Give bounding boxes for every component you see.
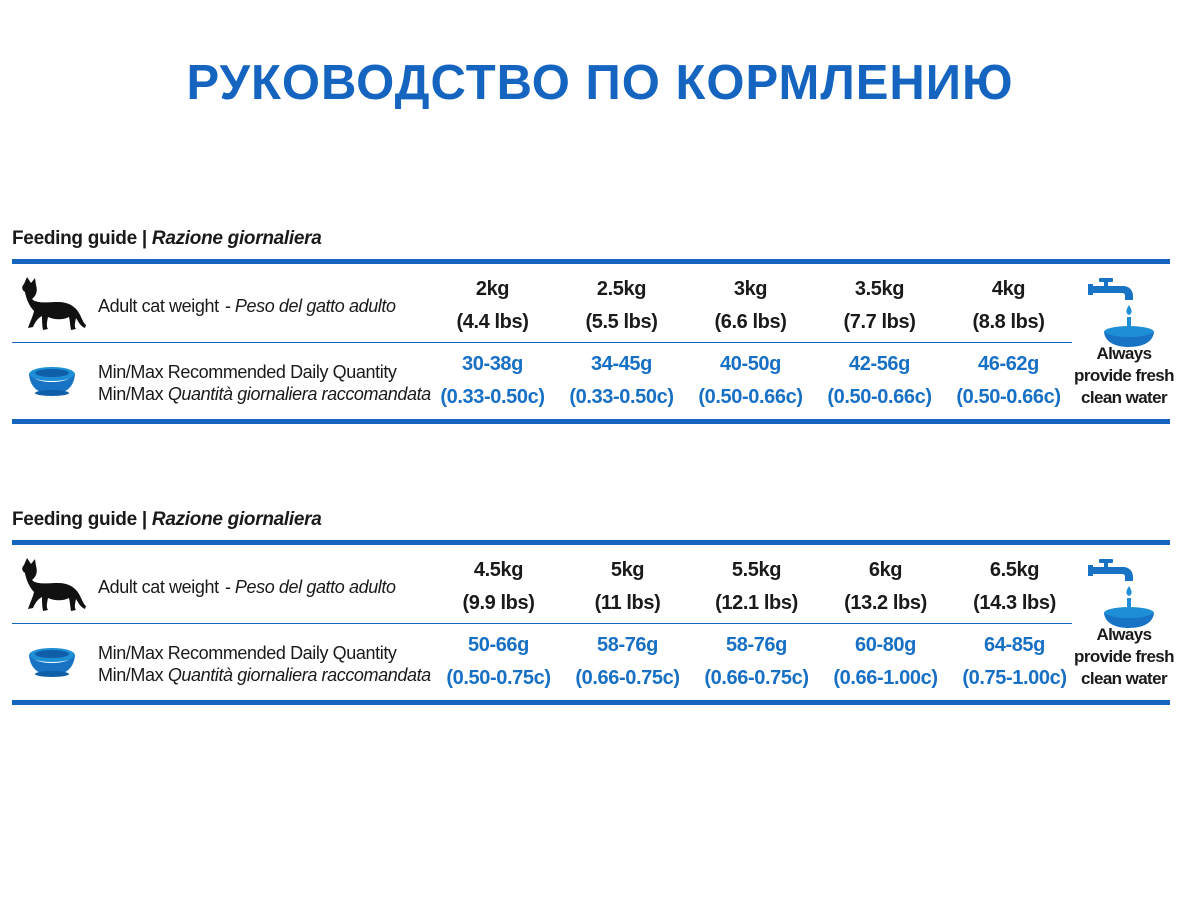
heading-en: Feeding guide xyxy=(12,228,137,249)
weight-cell xyxy=(563,554,692,620)
quantity-grams: 46-62g xyxy=(978,353,1039,375)
weight-lbs: (4.4 lbs) xyxy=(456,311,529,333)
water-tap-bowl-icon xyxy=(1087,275,1159,349)
water-reminder xyxy=(1074,343,1174,409)
feeding-guide-heading xyxy=(12,228,322,250)
quantity-cell xyxy=(557,348,686,414)
weight-kg: 5.5kg xyxy=(731,559,782,581)
quantity-cups: (0.50-0.66c) xyxy=(827,386,932,408)
water-line-2: provide fresh xyxy=(1074,366,1174,385)
water-line-2: provide fresh xyxy=(1074,647,1174,666)
weight-lbs: (6.6 lbs) xyxy=(714,311,787,333)
weight-lbs: (7.7 lbs) xyxy=(843,311,916,333)
weight-lbs: (14.3 lbs) xyxy=(973,592,1056,614)
quantity-grams: 34-45g xyxy=(591,353,652,375)
weight-row-label xyxy=(98,576,396,598)
quantity-cups: (0.66-0.75c) xyxy=(575,667,680,689)
water-line-3: clean water xyxy=(1080,388,1167,407)
quantity-cups: (0.33-0.50c) xyxy=(569,386,674,408)
weight-kg: 5kg xyxy=(610,559,645,581)
weight-cell xyxy=(428,273,557,339)
quantity-cell xyxy=(434,629,563,695)
quantity-grams: 42-56g xyxy=(849,353,910,375)
weight-kg: 6kg xyxy=(868,559,903,581)
weight-cell xyxy=(557,273,686,339)
bottom-rule xyxy=(12,419,1170,424)
quantity-cups: (0.50-0.66c) xyxy=(698,386,803,408)
quantity-grams: 40-50g xyxy=(720,353,781,375)
weight-cell xyxy=(821,554,950,620)
quantity-grams: 58-76g xyxy=(726,634,787,656)
weight-lbs: (13.2 lbs) xyxy=(844,592,927,614)
weight-lbs: (9.9 lbs) xyxy=(462,592,535,614)
weight-kg: 4.5kg xyxy=(473,559,524,581)
quantity-label-it: Quantità giornaliera raccomandata xyxy=(167,665,431,685)
heading-it: Razione giornaliera xyxy=(151,228,322,249)
bottom-rule xyxy=(12,700,1170,705)
quantity-cell xyxy=(815,348,944,414)
weight-cell xyxy=(434,554,563,620)
row-divider xyxy=(12,342,1072,343)
weight-kg: 4kg xyxy=(991,278,1026,300)
top-rule xyxy=(12,540,1170,545)
quantity-label-it: Quantità giornaliera raccomandata xyxy=(167,384,431,404)
water-line-1: Always xyxy=(1096,344,1152,363)
weight-cell xyxy=(815,273,944,339)
page-title: РУКОВОДСТВО ПО КОРМЛЕНИЮ xyxy=(186,56,1014,110)
quantity-grams: 60-80g xyxy=(855,634,916,656)
cat-icon xyxy=(16,275,88,331)
heading-separator: | xyxy=(141,228,147,249)
quantity-cups: (0.33-0.50c) xyxy=(440,386,545,408)
quantity-label-prefix: Min/Max xyxy=(98,665,164,685)
weight-kg: 2.5kg xyxy=(596,278,647,300)
water-line-1: Always xyxy=(1096,625,1152,644)
quantity-cell xyxy=(821,629,950,695)
row-divider xyxy=(12,623,1072,624)
quantity-grams: 64-85g xyxy=(984,634,1045,656)
quantity-label-line1: Min/Max Recommended Daily Quantity xyxy=(98,362,397,382)
water-reminder xyxy=(1074,624,1174,690)
weight-lbs: (5.5 lbs) xyxy=(585,311,658,333)
weight-cell xyxy=(686,273,815,339)
weight-lbs: (11 lbs) xyxy=(594,592,661,614)
quantity-cell xyxy=(692,629,821,695)
weight-label-it: - Peso del gatto adulto xyxy=(224,296,396,316)
weight-label-en: Adult cat weight xyxy=(98,577,219,597)
quantity-row-label xyxy=(98,361,431,405)
feeding-guide-table-2 xyxy=(12,506,1174,706)
feeding-guide-table-1 xyxy=(12,225,1174,425)
quantity-cell xyxy=(950,629,1079,695)
quantity-cell xyxy=(944,348,1073,414)
quantity-grams: 50-66g xyxy=(468,634,529,656)
quantity-cell xyxy=(686,348,815,414)
heading-separator: | xyxy=(141,509,147,530)
feeding-guide-heading xyxy=(12,509,322,531)
water-line-3: clean water xyxy=(1080,669,1167,688)
quantity-cups: (0.66-0.75c) xyxy=(704,667,809,689)
weight-lbs: (8.8 lbs) xyxy=(972,311,1045,333)
quantity-grams: 30-38g xyxy=(462,353,523,375)
weight-kg: 6.5kg xyxy=(989,559,1040,581)
quantity-grams: 58-76g xyxy=(597,634,658,656)
weight-kg: 3kg xyxy=(733,278,768,300)
top-rule xyxy=(12,259,1170,264)
heading-it: Razione giornaliera xyxy=(151,509,322,530)
cat-icon xyxy=(16,556,88,612)
quantity-row-label xyxy=(98,642,431,686)
quantity-cups: (0.50-0.66c) xyxy=(956,386,1061,408)
food-bowl-icon xyxy=(26,644,78,680)
quantity-cups: (0.75-1.00c) xyxy=(962,667,1067,689)
water-tap-bowl-icon xyxy=(1087,556,1159,630)
weight-cell xyxy=(944,273,1073,339)
quantity-cups: (0.50-0.75c) xyxy=(446,667,551,689)
weight-row-label xyxy=(98,295,396,317)
weight-lbs: (12.1 lbs) xyxy=(715,592,798,614)
heading-en: Feeding guide xyxy=(12,509,137,530)
food-bowl-icon xyxy=(26,363,78,399)
quantity-cell xyxy=(428,348,557,414)
weight-kg: 3.5kg xyxy=(854,278,905,300)
quantity-cell xyxy=(563,629,692,695)
weight-label-it: - Peso del gatto adulto xyxy=(224,577,396,597)
quantity-label-line1: Min/Max Recommended Daily Quantity xyxy=(98,643,397,663)
weight-cell xyxy=(692,554,821,620)
weight-label-en: Adult cat weight xyxy=(98,296,219,316)
weight-kg: 2kg xyxy=(475,278,510,300)
weight-cell xyxy=(950,554,1079,620)
quantity-cups: (0.66-1.00c) xyxy=(833,667,938,689)
quantity-label-prefix: Min/Max xyxy=(98,384,164,404)
